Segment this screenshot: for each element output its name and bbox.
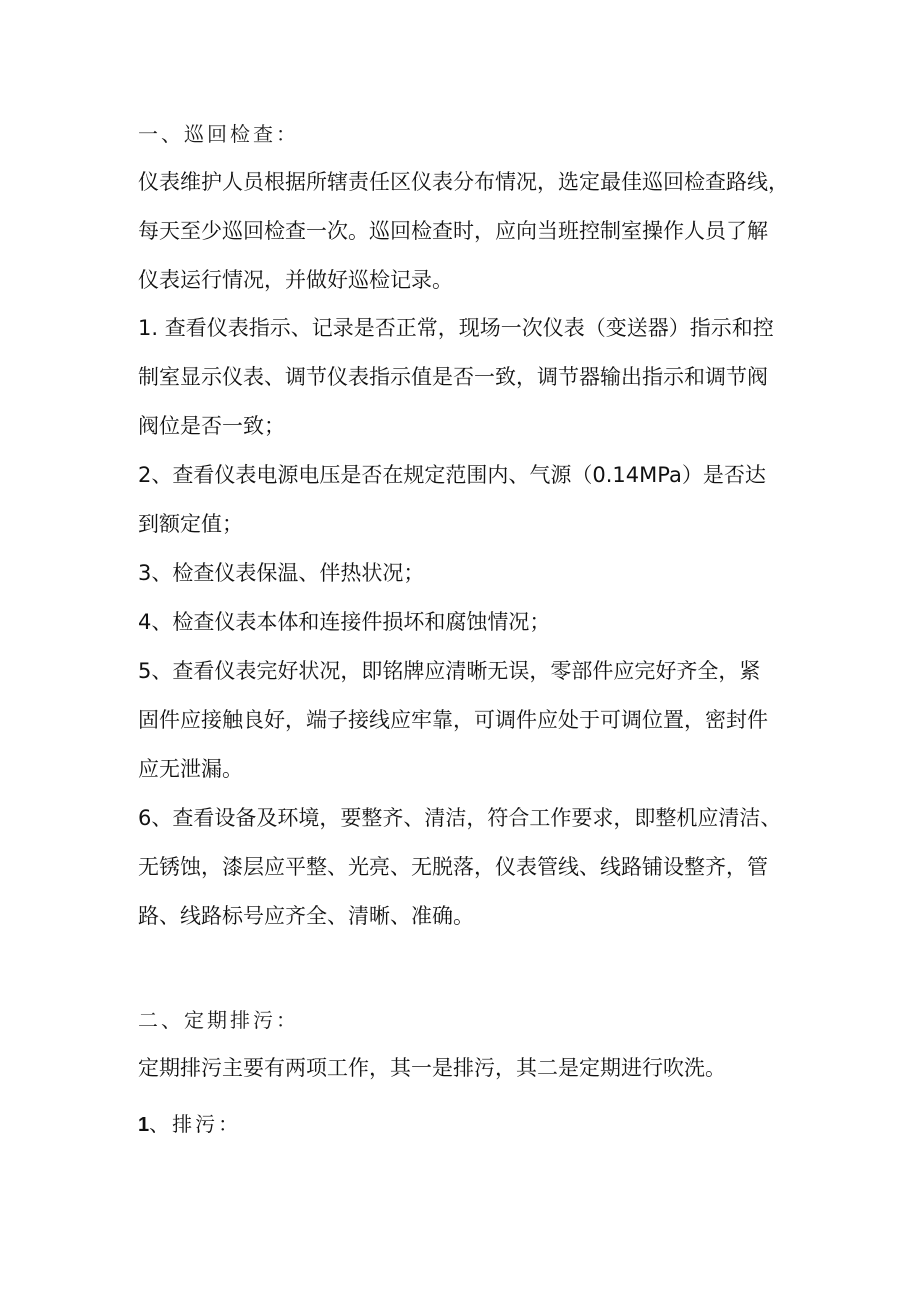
list-item-3 bbox=[138, 549, 798, 598]
section-1-heading: 一、巡回检查： bbox=[138, 122, 299, 146]
list-item-6 bbox=[138, 794, 798, 941]
text-line: 阀位是否一致； bbox=[138, 414, 285, 438]
list-item-4 bbox=[138, 598, 798, 647]
section-2-intro bbox=[138, 1044, 798, 1093]
list-item-1 bbox=[138, 304, 798, 451]
text-line: 应无泄漏。 bbox=[138, 757, 243, 781]
text-line: 1. 查看仪表指示、记录是否正常，现场一次仪表（变送器）指示和控 bbox=[138, 316, 774, 340]
subsection-number: 1 bbox=[138, 1114, 150, 1136]
text-line: 仪表维护人员根据所辖责任区仪表分布情况，选定最佳巡回检查路线， bbox=[138, 170, 789, 194]
text-line: 5、查看仪表完好状况，即铭牌应清晰无误，零部件应完好齐全，紧 bbox=[138, 659, 761, 683]
text-line: 6、查看设备及环境，要整齐、清洁，符合工作要求，即整机应清洁、 bbox=[138, 806, 782, 830]
section-1-intro bbox=[138, 158, 798, 305]
text-line: 2、查看仪表电源电压是否在规定范围内、气源（0.14MPa）是否达 bbox=[138, 463, 766, 487]
subsection-1-heading bbox=[138, 1108, 241, 1137]
text-line: 固件应接触良好，端子接线应牢靠，可调件应处于可调位置，密封件 bbox=[138, 708, 768, 732]
text-line: 路、线路标号应齐全、清晰、准确。 bbox=[138, 904, 474, 928]
text-line: 每天至少巡回检查一次。巡回检查时，应向当班控制室操作人员了解 bbox=[138, 219, 768, 243]
text-line: 到额定值； bbox=[138, 512, 243, 536]
text-line: 3、检查仪表保温、伴热状况； bbox=[138, 561, 425, 585]
list-item-5 bbox=[138, 647, 798, 794]
text-line: 仪表运行情况，并做好巡检记录。 bbox=[138, 268, 453, 292]
text-line: 无锈蚀，漆层应平整、光亮、无脱落，仪表管线、线路铺设整齐，管 bbox=[138, 855, 768, 879]
text-line: 定期排污主要有两项工作，其一是排污，其二是定期进行吹洗。 bbox=[138, 1056, 726, 1080]
text-line: 制室显示仪表、调节仪表指示值是否一致，调节器输出指示和调节阀 bbox=[138, 365, 768, 389]
text-line: 4、检查仪表本体和连接件损坏和腐蚀情况； bbox=[138, 610, 551, 634]
section-2-heading: 二、定期排污： bbox=[138, 1008, 299, 1032]
list-item-2 bbox=[138, 451, 798, 549]
subsection-title: 、排污： bbox=[149, 1112, 242, 1136]
